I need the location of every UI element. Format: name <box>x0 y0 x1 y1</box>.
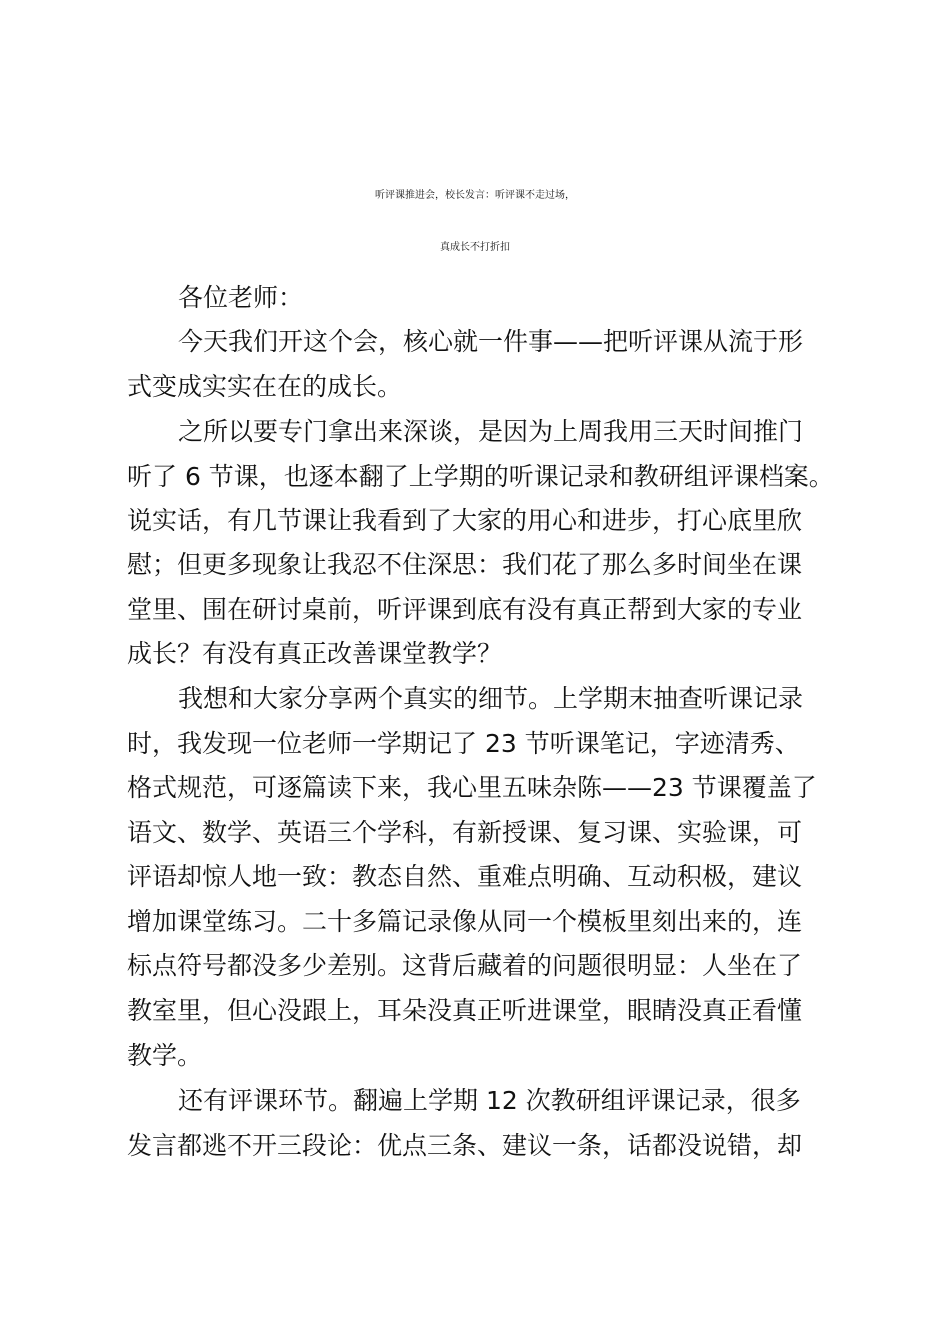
paragraph-3-line: 语文、数学、英语三个学科，有新授课、复习课、实验课，可 <box>127 818 803 847</box>
paragraph-2-line: 慰；但更多现象让我忍不住深思：我们花了那么多时间坐在课 <box>127 550 803 579</box>
paragraph-2-line: 堂里、围在研讨桌前，听评课到底有没有真正帮到大家的专业 <box>127 595 803 624</box>
paragraph-3-line: 评语却惊人地一致：教态自然、重难点明确、互动积极，建议 <box>127 862 803 891</box>
paragraph-1-line: 式变成实实在在的成长。 <box>127 372 403 401</box>
paragraph-2-line: 之所以要专门拿出来深谈，是因为上周我用三天时间推门 <box>178 417 804 446</box>
paragraph-3-line: 增加课堂练习。二十多篇记录像从同一个模板里刻出来的，连 <box>127 907 803 936</box>
paragraph-4-line: 发言都逃不开三段论：优点三条、建议一条，话都没说错，却 <box>127 1131 803 1160</box>
paragraph-3-line: 我想和大家分享两个真实的细节。上学期末抽查听课记录 <box>178 684 804 713</box>
paragraph-3-line: 标点符号都没多少差别。这背后藏着的问题很明显：人坐在了 <box>127 951 803 980</box>
paragraph-3-line: 格式规范，可逐篇读下来，我心里五味杂陈——23 节课覆盖了 <box>127 773 817 802</box>
page-title-line-1: 听评课推进会，校长发言：听评课不走过场， <box>375 190 575 201</box>
paragraph-3-line: 教学。 <box>127 1041 203 1070</box>
paragraph-3-line: 时，我发现一位老师一学期记了 23 节听课笔记，字迹清秀、 <box>127 729 800 758</box>
paragraph-4-line: 还有评课环节。翻遍上学期 12 次教研组评课记录，很多 <box>178 1086 801 1115</box>
page-title-line-2: 真成长不打折扣 <box>440 242 510 253</box>
salutation: 各位老师： <box>178 283 304 312</box>
paragraph-2-line: 成长？有没有真正改善课堂教学？ <box>127 639 503 668</box>
paragraph-2-line: 说实话，有几节课让我看到了大家的用心和进步，打心底里欣 <box>127 506 803 535</box>
paragraph-3-line: 教室里，但心没跟上，耳朵没真正听进课堂，眼睛没真正看懂 <box>127 996 803 1025</box>
paragraph-1-line: 今天我们开这个会，核心就一件事——把听评课从流于形 <box>178 327 804 356</box>
paragraph-2-line: 听了 6 节课，也逐本翻了上学期的听课记录和教研组评课档案。 <box>127 462 834 491</box>
